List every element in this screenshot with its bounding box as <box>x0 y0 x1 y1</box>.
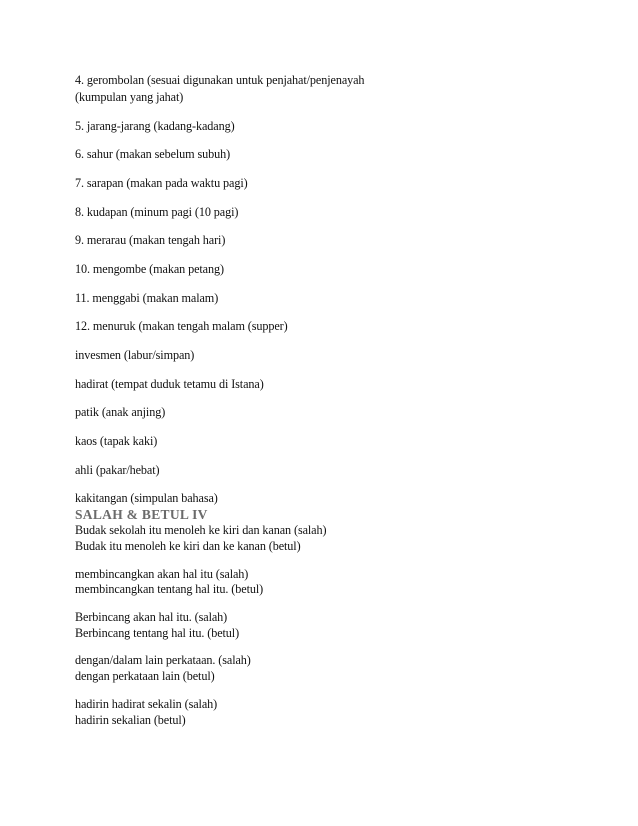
text-line: 6. sahur (makan sebelum subuh) <box>75 147 231 161</box>
text-line: 7. sarapan (makan pada waktu pagi) <box>75 176 248 190</box>
betul-line: hadirin sekalian (betul) <box>75 713 186 727</box>
text-line: hadirat (tempat duduk tetamu di Istana) <box>75 377 264 391</box>
text-line: 12. menuruk (makan tengah malam (supper) <box>75 319 288 333</box>
text-line: (kumpulan yang jahat) <box>75 90 184 104</box>
salah-line: hadirin hadirat sekalin (salah) <box>75 697 218 711</box>
text-line: ahli (pakar/hebat) <box>75 463 160 477</box>
text-line: 9. merarau (makan tengah hari) <box>75 233 226 247</box>
text-line: 10. mengombe (makan petang) <box>75 262 224 276</box>
betul-line: dengan perkataan lain (betul) <box>75 669 215 683</box>
salah-line: Budak sekolah itu menoleh ke kiri dan kanan (salah) <box>75 523 327 537</box>
betul-line: Budak itu menoleh ke kiri dan ke kanan (betul) <box>75 539 301 553</box>
text-line: patik (anak anjing) <box>75 405 166 419</box>
salah-line: Berbincang akan hal itu. (salah) <box>75 610 228 624</box>
text-line: 5. jarang-jarang (kadang-kadang) <box>75 119 235 133</box>
text-line: 4. gerombolan (sesuai digunakan untuk penjahat/penjenayah <box>75 73 365 87</box>
section-heading: SALAH & BETUL IV <box>75 507 208 522</box>
text-line: 8. kudapan (minum pagi (10 pagi) <box>75 205 239 219</box>
salah-line: dengan/dalam lain perkataan. (salah) <box>75 653 251 667</box>
betul-line: membincangkan tentang hal itu. (betul) <box>75 582 264 596</box>
text-line: 11. menggabi (makan malam) <box>75 291 219 305</box>
salah-line: membincangkan akan hal itu (salah) <box>75 567 249 581</box>
betul-line: Berbincang tentang hal itu. (betul) <box>75 626 240 640</box>
text-line: invesmen (labur/simpan) <box>75 348 195 362</box>
text-line: kaos (tapak kaki) <box>75 434 158 448</box>
text-line: kakitangan (simpulan bahasa) <box>75 491 218 505</box>
